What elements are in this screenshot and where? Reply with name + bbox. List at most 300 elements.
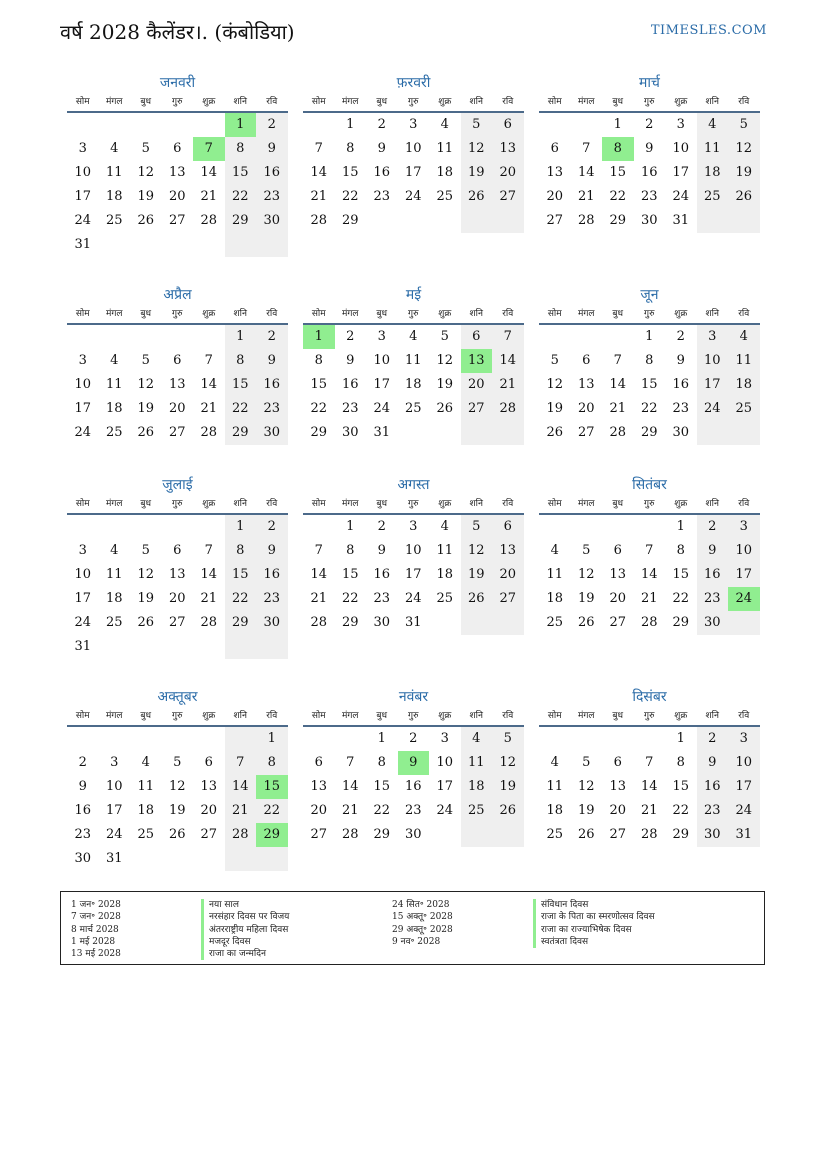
empty-day-cell [99, 325, 131, 349]
day-cell: 21 [310, 189, 328, 204]
day-cell: 8 [346, 543, 355, 558]
page-title: वर्ष 2028 कैलेंडर।. (कंबोडिया) [60, 20, 295, 44]
day-cell: 19 [137, 591, 155, 606]
day-cell: 29 [225, 209, 257, 233]
day-cell: 13 [492, 539, 524, 563]
day-cell: 24 [404, 189, 422, 204]
day-cell: 28 [310, 213, 328, 228]
day-cell: 18 [105, 401, 123, 416]
weekday-label: शनि [469, 711, 483, 721]
empty-day-cell [571, 727, 603, 751]
day-cell: 8 [314, 353, 323, 368]
day-cell: 14 [640, 567, 658, 582]
day-cell: 13 [168, 165, 186, 180]
weekday-label: गुरु [172, 711, 183, 721]
day-cell: 5 [141, 353, 150, 368]
empty-day-cell [366, 209, 398, 233]
weekday-header [539, 495, 760, 515]
day-cell: 8 [225, 539, 257, 563]
weekday-label: बुध [376, 309, 388, 319]
weekday-label: मंगल [105, 97, 123, 107]
day-cell: 3 [78, 543, 87, 558]
empty-day-cell [602, 515, 634, 539]
empty-day-cell [193, 325, 225, 349]
day-cell: 18 [436, 165, 454, 180]
day-grid [539, 727, 760, 847]
day-cell: 21 [341, 803, 359, 818]
empty-day-cell [162, 635, 194, 659]
day-cell: 29 [310, 425, 328, 440]
day-cell: 16 [697, 563, 729, 587]
day-cell: 11 [105, 165, 123, 180]
day-cell: 17 [404, 165, 422, 180]
day-cell: 31 [672, 213, 690, 228]
day-cell: 6 [582, 353, 591, 368]
day-cell: 26 [137, 213, 155, 228]
weekday-label: रवि [502, 499, 514, 509]
weekday-header [67, 93, 288, 113]
month-calendar [67, 475, 288, 659]
empty-day-cell [571, 113, 603, 137]
day-cell: 1 [225, 325, 257, 349]
weekday-label: शुक्र [202, 499, 216, 509]
day-cell: 14 [310, 165, 328, 180]
day-cell: 23 [404, 803, 422, 818]
day-cell: 30 [373, 615, 391, 630]
weekday-label: मंगल [341, 97, 359, 107]
day-cell: 22 [225, 185, 257, 209]
holiday-legend [60, 891, 765, 965]
day-cell: 4 [440, 117, 449, 132]
weekday-label: बुध [140, 309, 152, 319]
day-cell: 4 [461, 727, 493, 751]
day-cell: 24 [74, 425, 92, 440]
day-cell: 9 [256, 539, 288, 563]
empty-day-cell [99, 515, 131, 539]
day-cell: 3 [728, 727, 760, 751]
empty-day-cell [429, 823, 461, 847]
empty-day-cell [602, 727, 634, 751]
day-cell: 27 [461, 397, 493, 421]
day-cell: 10 [436, 755, 454, 770]
empty-day-cell [130, 113, 162, 137]
day-cell: 8 [602, 137, 634, 161]
empty-day-cell [256, 233, 288, 257]
day-cell: 7 [314, 141, 323, 156]
weekday-label: बुध [612, 711, 624, 721]
day-cell: 5 [461, 515, 493, 539]
day-cell: 21 [200, 591, 218, 606]
empty-day-cell [492, 823, 524, 847]
day-cell: 18 [546, 591, 564, 606]
weekday-label: बुध [140, 97, 152, 107]
month-name: अगस्त [397, 477, 430, 493]
day-cell: 4 [697, 113, 729, 137]
legend-holiday-name: संविधान दिवस [533, 899, 655, 911]
day-cell: 11 [546, 779, 564, 794]
day-cell: 19 [137, 189, 155, 204]
empty-day-cell [303, 515, 335, 539]
day-cell: 24 [74, 615, 92, 630]
weekday-header [539, 707, 760, 727]
empty-day-cell [303, 727, 335, 751]
day-cell: 7 [613, 353, 622, 368]
day-cell: 10 [74, 165, 92, 180]
day-cell: 30 [256, 421, 288, 445]
empty-day-cell [162, 515, 194, 539]
day-cell: 18 [461, 775, 493, 799]
day-grid [67, 515, 288, 659]
day-cell: 24 [672, 189, 690, 204]
day-cell: 20 [200, 803, 218, 818]
day-cell: 23 [640, 189, 658, 204]
day-cell: 14 [341, 779, 359, 794]
day-cell: 28 [609, 425, 627, 440]
month-calendar [303, 285, 524, 445]
day-cell: 16 [74, 803, 92, 818]
day-cell: 29 [256, 823, 288, 847]
empty-day-cell [130, 515, 162, 539]
empty-day-cell [67, 325, 99, 349]
day-cell: 22 [341, 591, 359, 606]
day-cell: 29 [373, 827, 391, 842]
day-cell: 30 [404, 827, 422, 842]
weekday-label: सोम [547, 309, 562, 319]
day-cell: 7 [193, 137, 225, 161]
weekday-label: गुरु [172, 97, 183, 107]
legend-dates-col-2 [392, 899, 453, 948]
month-calendar [539, 475, 760, 635]
empty-day-cell [461, 823, 493, 847]
day-cell: 2 [78, 755, 87, 770]
empty-day-cell [492, 421, 524, 445]
weekday-header [303, 707, 524, 727]
day-cell: 7 [225, 751, 257, 775]
day-cell: 22 [310, 401, 328, 416]
day-cell: 27 [492, 587, 524, 611]
day-cell: 14 [640, 779, 658, 794]
empty-day-cell [539, 113, 571, 137]
legend-holiday-name: अंतरराष्ट्रीय महिला दिवस [201, 924, 289, 936]
day-cell: 11 [546, 567, 564, 582]
day-cell: 15 [672, 567, 690, 582]
empty-day-cell [99, 113, 131, 137]
day-cell: 25 [546, 615, 564, 630]
weekday-label: सोम [311, 97, 326, 107]
day-cell: 20 [492, 161, 524, 185]
day-cell: 18 [105, 189, 123, 204]
legend-date: 29 अक्तू॰ 2028 [392, 924, 453, 935]
weekday-label: गुरु [172, 309, 183, 319]
empty-day-cell [697, 421, 729, 445]
empty-day-cell [429, 611, 461, 635]
weekday-label: मंगल [577, 711, 595, 721]
day-cell: 25 [728, 397, 760, 421]
day-cell: 16 [640, 165, 658, 180]
day-cell: 23 [256, 587, 288, 611]
weekday-header [67, 305, 288, 325]
day-cell: 18 [546, 803, 564, 818]
weekday-label: गुरु [408, 499, 419, 509]
day-cell: 24 [404, 591, 422, 606]
day-cell: 12 [461, 137, 493, 161]
weekday-label: रवि [738, 499, 750, 509]
day-cell: 7 [582, 141, 591, 156]
weekday-label: सोम [547, 499, 562, 509]
day-cell: 5 [141, 141, 150, 156]
weekday-label: रवि [266, 499, 278, 509]
day-cell: 9 [645, 141, 654, 156]
empty-day-cell [193, 635, 225, 659]
empty-day-cell [225, 635, 257, 659]
weekday-label: गुरु [408, 711, 419, 721]
day-cell: 9 [676, 353, 685, 368]
weekday-label: शनि [469, 309, 483, 319]
day-cell: 12 [492, 751, 524, 775]
day-cell: 30 [697, 611, 729, 635]
weekday-label: शुक्र [202, 309, 216, 319]
weekday-label: बुध [376, 711, 388, 721]
day-cell: 28 [492, 397, 524, 421]
month-name: जुलाई [162, 477, 193, 493]
day-cell: 14 [225, 775, 257, 799]
day-cell: 2 [346, 329, 355, 344]
legend-names-col-2 [533, 899, 655, 948]
weekday-label: रवि [738, 97, 750, 107]
day-cell: 3 [409, 519, 418, 534]
weekday-label: शुक्र [202, 711, 216, 721]
day-cell: 22 [225, 397, 257, 421]
day-cell: 17 [672, 165, 690, 180]
day-cell: 29 [225, 611, 257, 635]
weekday-label: मंगल [341, 711, 359, 721]
day-cell: 23 [256, 185, 288, 209]
day-cell: 30 [341, 425, 359, 440]
empty-day-cell [571, 325, 603, 349]
day-cell: 13 [310, 779, 328, 794]
month-calendar [67, 687, 288, 871]
day-cell: 11 [728, 349, 760, 373]
day-cell: 13 [168, 567, 186, 582]
day-cell: 28 [640, 827, 658, 842]
day-cell: 19 [492, 775, 524, 799]
site-link[interactable]: TIMESLES.COM [650, 23, 767, 38]
empty-day-cell [162, 847, 194, 871]
day-cell: 27 [168, 425, 186, 440]
legend-holiday-name: नया साल [201, 899, 289, 911]
day-cell: 17 [373, 377, 391, 392]
day-cell: 14 [577, 165, 595, 180]
day-cell: 14 [310, 567, 328, 582]
day-cell: 10 [74, 377, 92, 392]
day-cell: 20 [310, 803, 328, 818]
weekday-label: शुक्र [674, 711, 688, 721]
day-cell: 22 [225, 587, 257, 611]
month-name: मई [405, 287, 422, 303]
day-cell: 1 [613, 117, 622, 132]
day-cell: 13 [168, 377, 186, 392]
day-cell: 21 [640, 803, 658, 818]
weekday-header [303, 93, 524, 113]
day-cell: 28 [640, 615, 658, 630]
day-cell: 9 [377, 141, 386, 156]
day-cell: 19 [436, 377, 454, 392]
day-cell: 15 [672, 779, 690, 794]
day-cell: 26 [492, 799, 524, 823]
day-cell: 15 [609, 165, 627, 180]
weekday-label: बुध [612, 97, 624, 107]
day-cell: 8 [645, 353, 654, 368]
day-cell: 25 [404, 401, 422, 416]
day-cell: 1 [645, 329, 654, 344]
day-cell: 20 [492, 563, 524, 587]
day-cell: 19 [577, 803, 595, 818]
weekday-label: रवि [738, 711, 750, 721]
day-cell: 17 [728, 563, 760, 587]
month-name: सितंबर [632, 477, 667, 493]
weekday-label: सोम [75, 97, 90, 107]
day-cell: 5 [173, 755, 182, 770]
day-cell: 23 [697, 587, 729, 611]
day-cell: 5 [440, 329, 449, 344]
weekday-label: बुध [140, 499, 152, 509]
day-cell: 15 [341, 567, 359, 582]
weekday-label: सोम [75, 711, 90, 721]
day-cell: 20 [546, 189, 564, 204]
day-cell: 17 [105, 803, 123, 818]
day-cell: 24 [373, 401, 391, 416]
day-cell: 18 [137, 803, 155, 818]
day-cell: 26 [461, 185, 493, 209]
weekday-header [67, 495, 288, 515]
day-cell: 25 [105, 615, 123, 630]
day-cell: 15 [225, 563, 257, 587]
day-cell: 7 [314, 543, 323, 558]
weekday-label: शनि [705, 97, 719, 107]
day-cell: 2 [697, 727, 729, 751]
weekday-label: मंगल [577, 97, 595, 107]
day-cell: 22 [609, 189, 627, 204]
day-cell: 12 [577, 567, 595, 582]
day-cell: 3 [110, 755, 119, 770]
day-cell: 24 [728, 799, 760, 823]
day-cell: 5 [141, 543, 150, 558]
day-grid [303, 727, 524, 847]
legend-date: 24 सित॰ 2028 [392, 900, 450, 910]
day-cell: 19 [728, 161, 760, 185]
day-grid [303, 325, 524, 445]
day-cell: 30 [640, 213, 658, 228]
day-cell: 6 [173, 543, 182, 558]
day-cell: 12 [546, 377, 564, 392]
day-cell: 13 [609, 567, 627, 582]
day-cell: 22 [256, 799, 288, 823]
day-cell: 13 [492, 137, 524, 161]
month-name: नवंबर [398, 689, 429, 705]
weekday-label: सोम [547, 711, 562, 721]
day-cell: 30 [697, 823, 729, 847]
day-grid [539, 515, 760, 635]
day-cell: 2 [256, 325, 288, 349]
month-calendar [67, 73, 288, 257]
day-cell: 22 [640, 401, 658, 416]
weekday-label: रवि [266, 97, 278, 107]
day-cell: 2 [256, 515, 288, 539]
day-cell: 5 [582, 543, 591, 558]
day-cell: 25 [546, 827, 564, 842]
day-cell: 13 [546, 165, 564, 180]
day-cell: 19 [546, 401, 564, 416]
day-cell: 21 [492, 373, 524, 397]
day-cell: 4 [110, 543, 119, 558]
day-cell: 1 [676, 731, 685, 746]
day-cell: 1 [225, 113, 257, 137]
day-cell: 24 [728, 587, 760, 611]
legend-date: 1 जन॰ 2028 [71, 900, 121, 910]
day-cell: 23 [373, 591, 391, 606]
empty-day-cell [99, 727, 131, 751]
day-cell: 2 [409, 731, 418, 746]
day-cell: 26 [728, 185, 760, 209]
empty-day-cell [67, 727, 99, 751]
legend-date: 15 अक्तू॰ 2028 [392, 912, 453, 923]
day-cell: 15 [225, 161, 257, 185]
day-cell: 28 [200, 425, 218, 440]
weekday-label: सोम [311, 309, 326, 319]
day-cell: 31 [74, 639, 92, 654]
day-cell: 3 [409, 117, 418, 132]
weekday-label: बुध [376, 499, 388, 509]
empty-day-cell [398, 209, 430, 233]
empty-day-cell [193, 727, 225, 751]
empty-day-cell [130, 847, 162, 871]
day-cell: 3 [440, 731, 449, 746]
day-cell: 7 [346, 755, 355, 770]
day-cell: 18 [404, 377, 422, 392]
day-cell: 2 [676, 329, 685, 344]
day-cell: 8 [225, 349, 257, 373]
day-cell: 18 [697, 161, 729, 185]
day-cell: 2 [697, 515, 729, 539]
day-cell: 6 [550, 141, 559, 156]
legend-holiday-name: मजदूर दिवस [201, 936, 289, 948]
day-cell: 10 [672, 141, 690, 156]
day-cell: 6 [613, 755, 622, 770]
weekday-label: सोम [311, 711, 326, 721]
day-cell: 19 [168, 803, 186, 818]
weekday-label: मंगल [577, 499, 595, 509]
day-cell: 8 [377, 755, 386, 770]
day-cell: 19 [461, 161, 493, 185]
weekday-label: रवि [502, 309, 514, 319]
empty-day-cell [99, 233, 131, 257]
day-cell: 20 [609, 803, 627, 818]
day-cell: 9 [256, 137, 288, 161]
legend-date: 7 जन॰ 2028 [71, 912, 121, 923]
empty-day-cell [461, 611, 493, 635]
day-cell: 25 [137, 827, 155, 842]
weekday-label: गुरु [644, 711, 655, 721]
day-cell: 24 [74, 213, 92, 228]
day-cell: 4 [409, 329, 418, 344]
day-cell: 7 [204, 543, 213, 558]
day-cell: 17 [697, 373, 729, 397]
weekday-label: शुक्र [438, 309, 452, 319]
month-name: मार्च [639, 75, 660, 91]
day-cell: 5 [728, 113, 760, 137]
month-calendar [67, 285, 288, 445]
day-cell: 15 [373, 779, 391, 794]
